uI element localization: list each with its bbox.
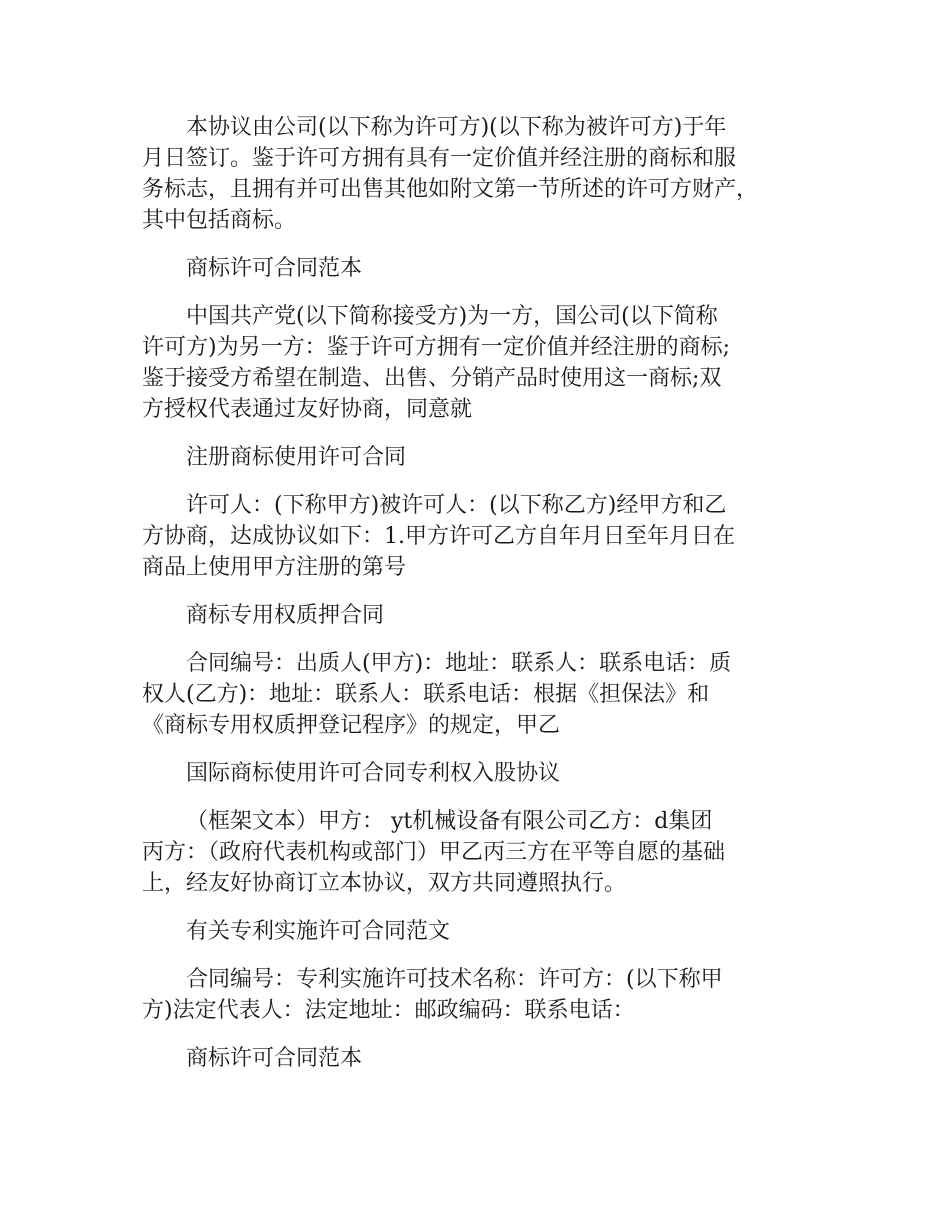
heading-trademark-license-template-2: 商标许可合同范本 [186,1046,363,1071]
heading-registered-trademark-license: 注册商标使用许可合同 [186,445,407,470]
paragraph-pledge-details: 合同编号：出质人(甲方)：地址：联系人：联系电话：质 权人(乙方)：地址：联系人：联系电话：根据《担保法》和 《商标专用权质押登记程序》的规定，甲乙 [142,651,732,738]
paragraph-agreement-intro: 本协议由公司(以下称为许可方)(以下称为被许可方)于年 月日签订。鉴于许可方拥有具有一定价值并经注册的商标和服 务标志，且拥有并可出售其他如附文第一节所述的许可方财产， 其中包括商标。 [142,115,759,233]
heading-international-trademark-patent: 国际商标使用许可合同专利权入股协议 [186,761,561,786]
paragraph-framework-text: （框架文本）甲方： yt机械设备有限公司乙方：d集团 丙方：（政府代表机构或部门）甲乙丙三方在平等自愿的基础 上，经友好协商订立本协议，双方共同遵照执行。 [142,809,726,896]
paragraph-trademark-license-parties: 中国共产党(以下简称接受方)为一方，国公司(以下简称 许可方)为另一方：鉴于许可方拥有一定价值并经注册的商标; 鉴于接受方希望在制造、出售、分销产品时使用这一商标;双 方授权代表通过友好协商，同意就 [142,304,730,422]
document-body [142,112,827,1091]
heading-trademark-pledge-contract: 商标专用权质押合同 [186,603,385,628]
heading-patent-implementation-license: 有关专利实施许可合同范文 [186,919,451,944]
heading-trademark-license-template: 商标许可合同范本 [186,256,363,281]
paragraph-licensor-licensee: 许可人：(下称甲方)被许可人：(以下称乙方)经甲方和乙 方协商，达成协议如下：1.甲方许可乙方自年月日至年月日在 商品上使用甲方注册的第号 [142,493,735,580]
paragraph-patent-contract-fields: 合同编号：专利实施许可技术名称：许可方：(以下称甲 方)法定代表人：法定地址：邮政编码：联系电话： [142,967,723,1023]
